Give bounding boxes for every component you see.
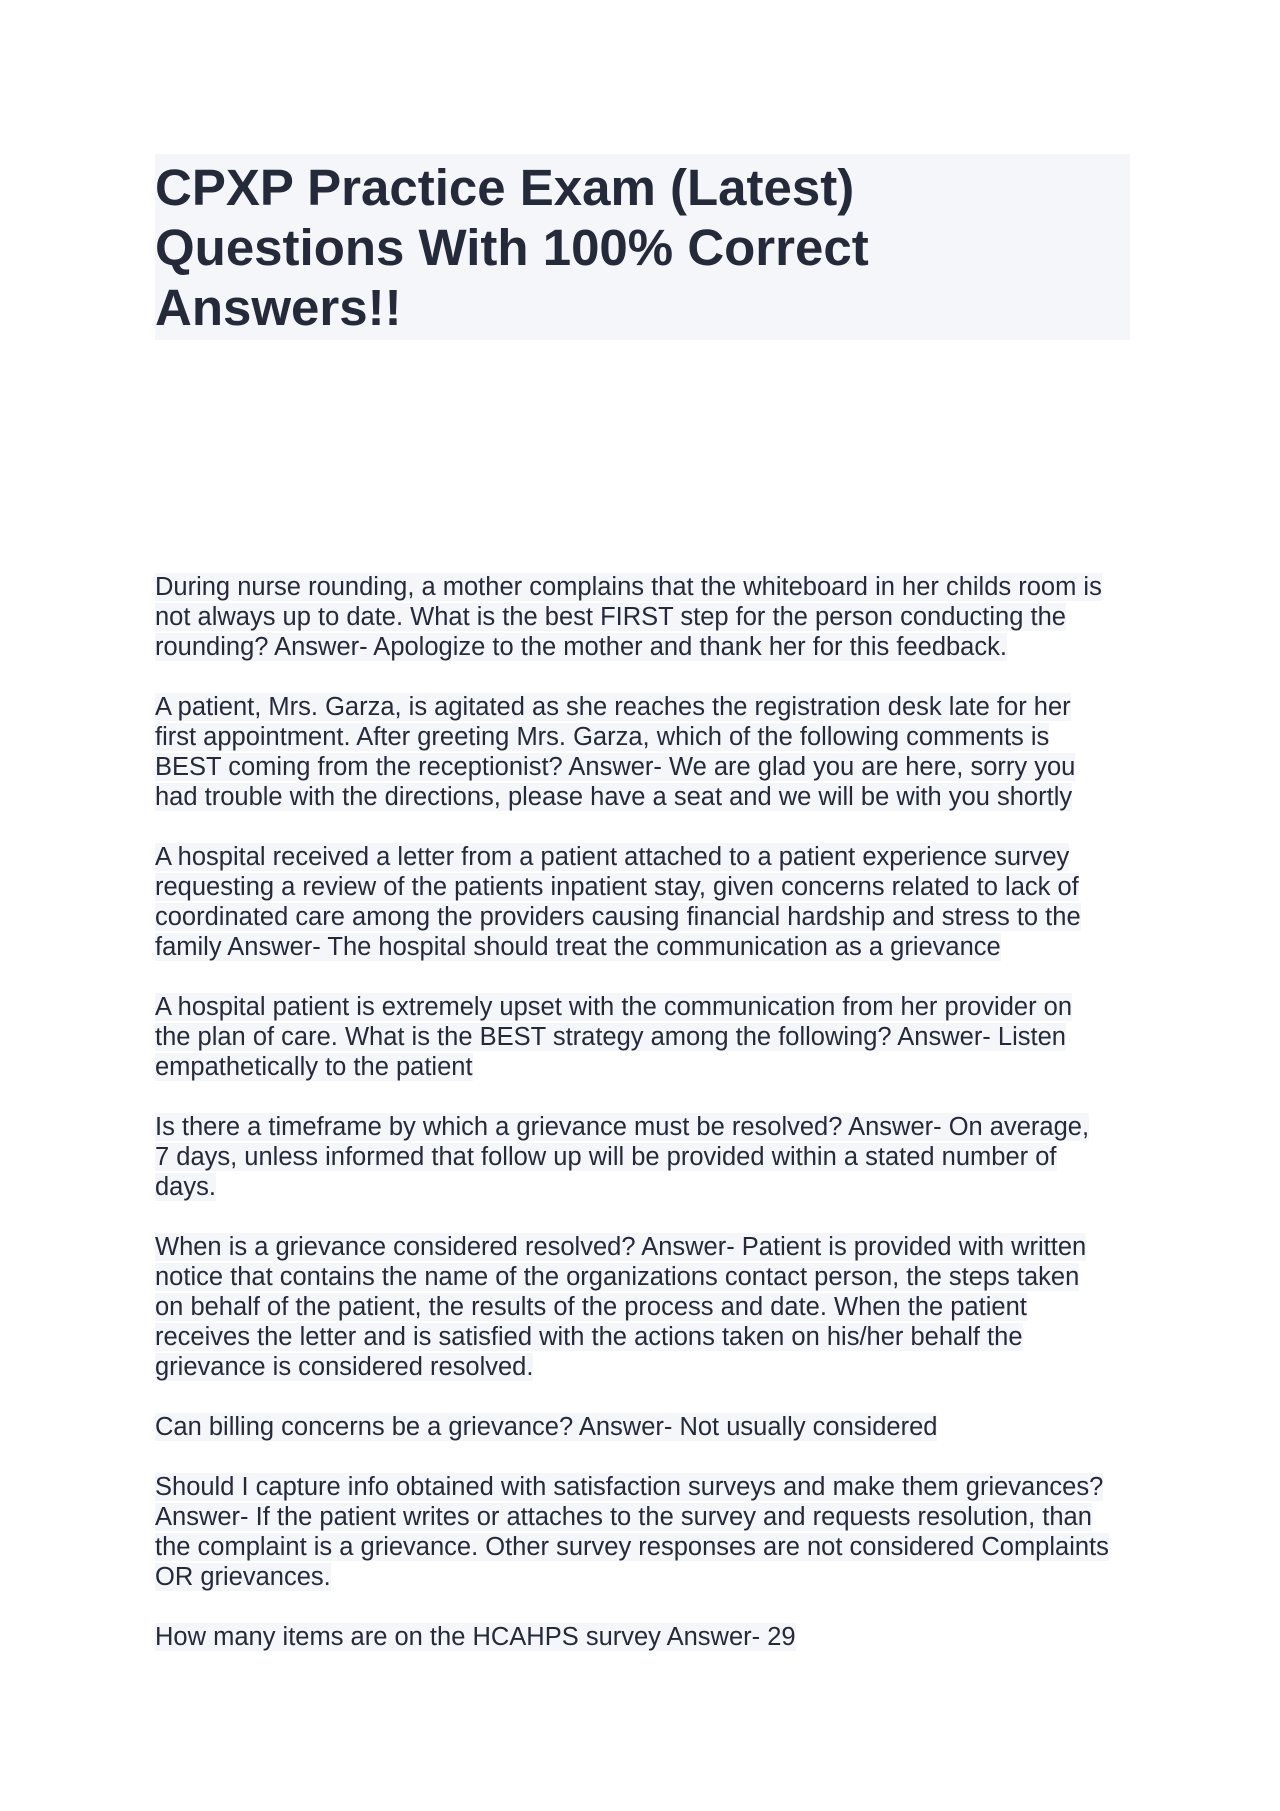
qa-line-text: on behalf of the patient, the results of the process and date. When the patient xyxy=(155,1293,1027,1321)
qa-line-text: How many items are on the HCAHPS survey Answer- 29 xyxy=(155,1623,796,1651)
qa-line xyxy=(155,1232,1145,1262)
qa-line-text: family Answer- The hospital should treat the communication as a grievance xyxy=(155,933,1001,961)
qa-line-text: OR grievances. xyxy=(155,1563,331,1591)
qa-list xyxy=(155,572,1145,1682)
qa-line-text: notice that contains the name of the organizations contact person, the steps taken xyxy=(155,1263,1080,1291)
qa-line xyxy=(155,1322,1145,1352)
qa-line-text: Answer- If the patient writes or attaches to the survey and requests resolution, than xyxy=(155,1503,1092,1531)
qa-line-text: first appointment. After greeting Mrs. Garza, which of the following comments is xyxy=(155,723,1050,751)
qa-line xyxy=(155,1022,1145,1052)
qa-item xyxy=(155,572,1145,662)
qa-line xyxy=(155,1052,1145,1082)
qa-line-text: BEST coming from the receptionist? Answer- We are glad you are here, sorry you xyxy=(155,753,1076,781)
qa-line xyxy=(155,1292,1145,1322)
title-line: Questions With 100% Correct xyxy=(155,219,869,276)
qa-line xyxy=(155,632,1145,662)
qa-item xyxy=(155,1112,1145,1202)
document-title xyxy=(155,154,1130,340)
qa-line xyxy=(155,1532,1145,1562)
qa-line xyxy=(155,572,1145,602)
qa-line xyxy=(155,1412,1145,1442)
qa-line xyxy=(155,782,1145,812)
qa-line-text: days. xyxy=(155,1173,216,1201)
qa-line xyxy=(155,1262,1145,1292)
qa-line xyxy=(155,1172,1145,1202)
qa-line xyxy=(155,722,1145,752)
qa-line-text: During nurse rounding, a mother complains that the whiteboard in her childs room is xyxy=(155,573,1102,601)
qa-item xyxy=(155,842,1145,962)
qa-line xyxy=(155,872,1145,902)
qa-item xyxy=(155,1472,1145,1592)
qa-line-text: not always up to date. What is the best FIRST step for the person conducting the xyxy=(155,603,1066,631)
qa-line-text: A patient, Mrs. Garza, is agitated as she reaches the registration desk late for her xyxy=(155,693,1071,721)
qa-line xyxy=(155,752,1145,782)
qa-line-text: requesting a review of the patients inpatient stay, given concerns related to lack of xyxy=(155,873,1079,901)
qa-item xyxy=(155,1622,1145,1652)
qa-line-text: empathetically to the patient xyxy=(155,1053,473,1081)
qa-line xyxy=(155,1112,1145,1142)
qa-line-text: Should I capture info obtained with satisfaction surveys and make them grievances? xyxy=(155,1473,1104,1501)
qa-item xyxy=(155,992,1145,1082)
qa-line xyxy=(155,842,1145,872)
qa-line xyxy=(155,932,1145,962)
qa-line-text: 7 days, unless informed that follow up will be provided within a stated number of xyxy=(155,1143,1057,1171)
qa-line xyxy=(155,992,1145,1022)
qa-line xyxy=(155,1502,1145,1532)
qa-line-text: had trouble with the directions, please have a seat and we will be with you shortly xyxy=(155,783,1073,811)
qa-line-text: A hospital patient is extremely upset with the communication from her provider on xyxy=(155,993,1073,1021)
qa-item xyxy=(155,692,1145,812)
title-line: CPXP Practice Exam (Latest) xyxy=(155,159,855,216)
qa-line xyxy=(155,1142,1145,1172)
qa-line xyxy=(155,692,1145,722)
qa-item xyxy=(155,1412,1145,1442)
qa-line-text: the plan of care. What is the BEST strategy among the following? Answer- Listen xyxy=(155,1023,1066,1051)
qa-line-text: A hospital received a letter from a patient attached to a patient experience survey xyxy=(155,843,1070,871)
qa-line-text: When is a grievance considered resolved? Answer- Patient is provided with written xyxy=(155,1233,1087,1261)
qa-line xyxy=(155,1622,1145,1652)
qa-line-text: Is there a timeframe by which a grievance must be resolved? Answer- On average, xyxy=(155,1113,1090,1141)
qa-line xyxy=(155,1472,1145,1502)
qa-item xyxy=(155,1232,1145,1382)
qa-line-text: receives the letter and is satisfied with the actions taken on his/her behalf the xyxy=(155,1323,1023,1351)
title-line: Answers!! xyxy=(155,279,402,336)
qa-line xyxy=(155,902,1145,932)
qa-line-text: coordinated care among the providers causing financial hardship and stress to the xyxy=(155,903,1081,931)
qa-line-text: Can billing concerns be a grievance? Answer- Not usually considered xyxy=(155,1413,938,1441)
qa-line-text: the complaint is a grievance. Other survey responses are not considered Complaints xyxy=(155,1533,1109,1561)
qa-line-text: grievance is considered resolved. xyxy=(155,1353,534,1381)
qa-line xyxy=(155,1562,1145,1592)
qa-line xyxy=(155,1352,1145,1382)
qa-line-text: rounding? Answer- Apologize to the mother and thank her for this feedback. xyxy=(155,633,1007,661)
qa-line xyxy=(155,602,1145,632)
